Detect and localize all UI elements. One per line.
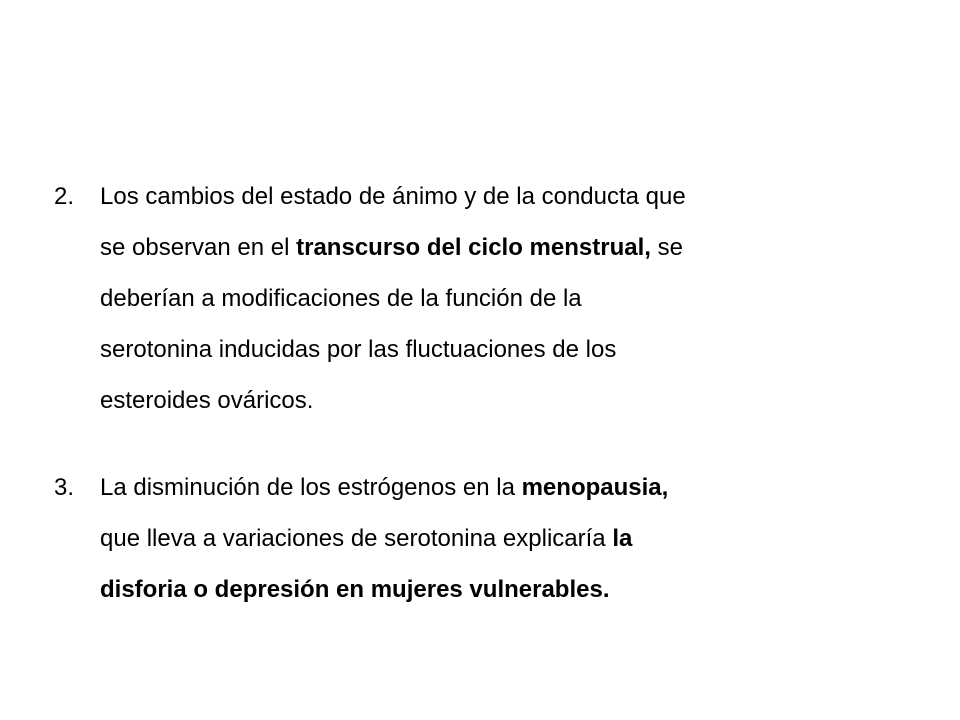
text-run: Los cambios del estado de ánimo y de la conducta que — [100, 183, 686, 210]
text-line — [100, 324, 914, 375]
list-number: 3. — [54, 474, 75, 501]
text-run-bold: disforia o depresión en mujeres vulnerables. — [100, 576, 610, 603]
text-run: que lleva a variaciones de serotonina explicaría — [100, 525, 613, 552]
text-line — [100, 513, 914, 564]
text-line — [100, 273, 914, 324]
text-line — [100, 375, 914, 426]
list-item-text — [100, 171, 914, 426]
text-run-bold: menopausia, — [521, 474, 669, 501]
text-run: serotonina inducidas por las fluctuaciones de los — [100, 336, 617, 363]
list-item-text — [100, 462, 914, 615]
text-run-bold: transcurso del ciclo menstrual, — [296, 234, 651, 261]
text-run: se observan en el — [100, 234, 297, 261]
text-run: se — [650, 234, 683, 261]
text-line — [100, 564, 914, 615]
text-run: deberían a modificaciones de la función de la — [100, 285, 582, 312]
text-run: La disminución de los estrógenos en la — [100, 474, 522, 501]
text-line — [100, 462, 914, 513]
text-line — [100, 222, 914, 273]
text-line — [100, 171, 914, 222]
list-number: 2. — [54, 183, 75, 210]
list-item-2 — [54, 171, 914, 426]
list-item-3 — [54, 462, 914, 615]
text-run: esteroides ováricos. — [100, 387, 314, 414]
text-run-bold: la — [612, 525, 633, 552]
